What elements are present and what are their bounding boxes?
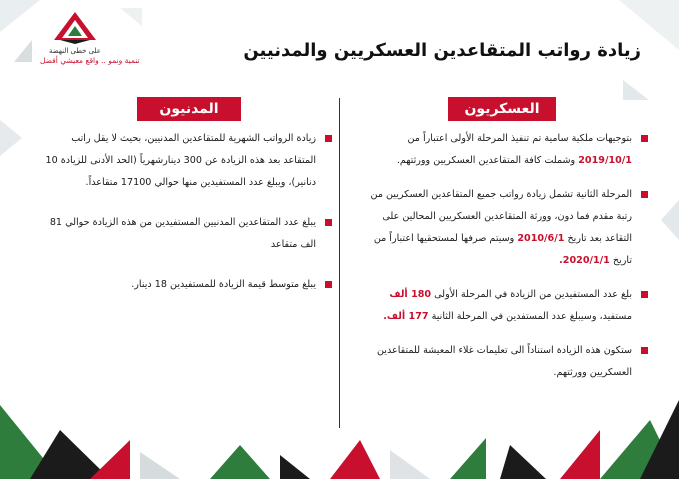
page-title: زيادة رواتب المتقاعدين العسكريين والمدنيين xyxy=(243,40,641,61)
bullet-icon xyxy=(325,135,332,142)
logo-tagline-1: على خطى النهضة xyxy=(49,47,101,55)
decor-triangle xyxy=(280,455,310,479)
bullet-icon xyxy=(325,219,332,226)
civilian-heading: المدنيون xyxy=(137,97,241,121)
decor-triangle xyxy=(623,80,649,100)
decor-triangle xyxy=(14,40,32,62)
military-heading: العسكريون xyxy=(448,97,556,121)
decor-triangle xyxy=(560,430,600,479)
decor-triangle xyxy=(90,440,130,479)
decor-triangle xyxy=(330,440,380,479)
decor-triangle xyxy=(661,200,679,240)
decor-triangle xyxy=(0,0,40,32)
list-item: يبلغ متوسط قيمة الزيادة للمستفيدين 18 دينار. xyxy=(40,274,332,296)
decor-triangle xyxy=(0,120,22,156)
bullet-icon xyxy=(641,347,648,354)
military-column xyxy=(356,128,648,396)
crown-logo-icon xyxy=(52,10,98,46)
list-item: بتوجيهات ملكية سامية تم تنفيذ المرحلة الأولى اعتباراً من 2019/10/1 وشملت كافة المتقاعدين العسكريين وورثتهم. xyxy=(356,128,648,172)
bullet-icon xyxy=(641,135,648,142)
logo-tagline-2: تنمية ونمو .. واقع معيشي أفضل xyxy=(40,56,140,65)
decor-triangle xyxy=(390,450,430,479)
decor-triangle xyxy=(120,8,142,26)
column-divider xyxy=(339,98,340,428)
civilian-column xyxy=(40,128,332,314)
bullet-icon xyxy=(641,191,648,198)
decor-triangle xyxy=(140,452,180,479)
decor-triangle xyxy=(450,438,486,479)
list-item: بلغ عدد المستفيدين من الزيادة في المرحلة الأولى 180 ألف مستفيد، وسيبلغ عدد المستفدين في المرحلة الثانية 177 ألف. xyxy=(356,284,648,328)
list-item: زيادة الرواتب الشهرية للمتقاعدين المدنيين، بحيث لا يقل راتب المتقاعد بعد هذه الزيادة عن 300 دينارشهرياً (الحد الأدنى للزيادة 10 دنانير)، ويبلغ عدد المستفيدين منها حوالي 17100 متقاعداً. xyxy=(40,128,332,194)
decor-triangle xyxy=(500,445,546,479)
list-item: المرحلة الثانية تشمل زيادة رواتب جميع المتقاعدين العسكريين من رتبة مقدم فما دون، وورثة المتقاعدين العسكريين المحالين على التقاعد بعد تاريخ 2010/6/1 وسيتم صرفها لمستحقيها اعتباراً من تاريخ 2020/1/1. xyxy=(356,184,648,272)
decor-triangle xyxy=(640,400,679,479)
logo xyxy=(40,10,140,72)
decor-triangle xyxy=(210,445,270,479)
list-item: يبلغ عدد المتقاعدين المدنيين المستفيدين من هذه الزيادة حوالي 81 الف متقاعد xyxy=(40,212,332,256)
bullet-icon xyxy=(641,291,648,298)
bullet-icon xyxy=(325,281,332,288)
list-item: ستكون هذه الزيادة استناداً الى تعليمات غلاء المعيشة للمتقاعدين العسكريين وورثتهم. xyxy=(356,340,648,384)
